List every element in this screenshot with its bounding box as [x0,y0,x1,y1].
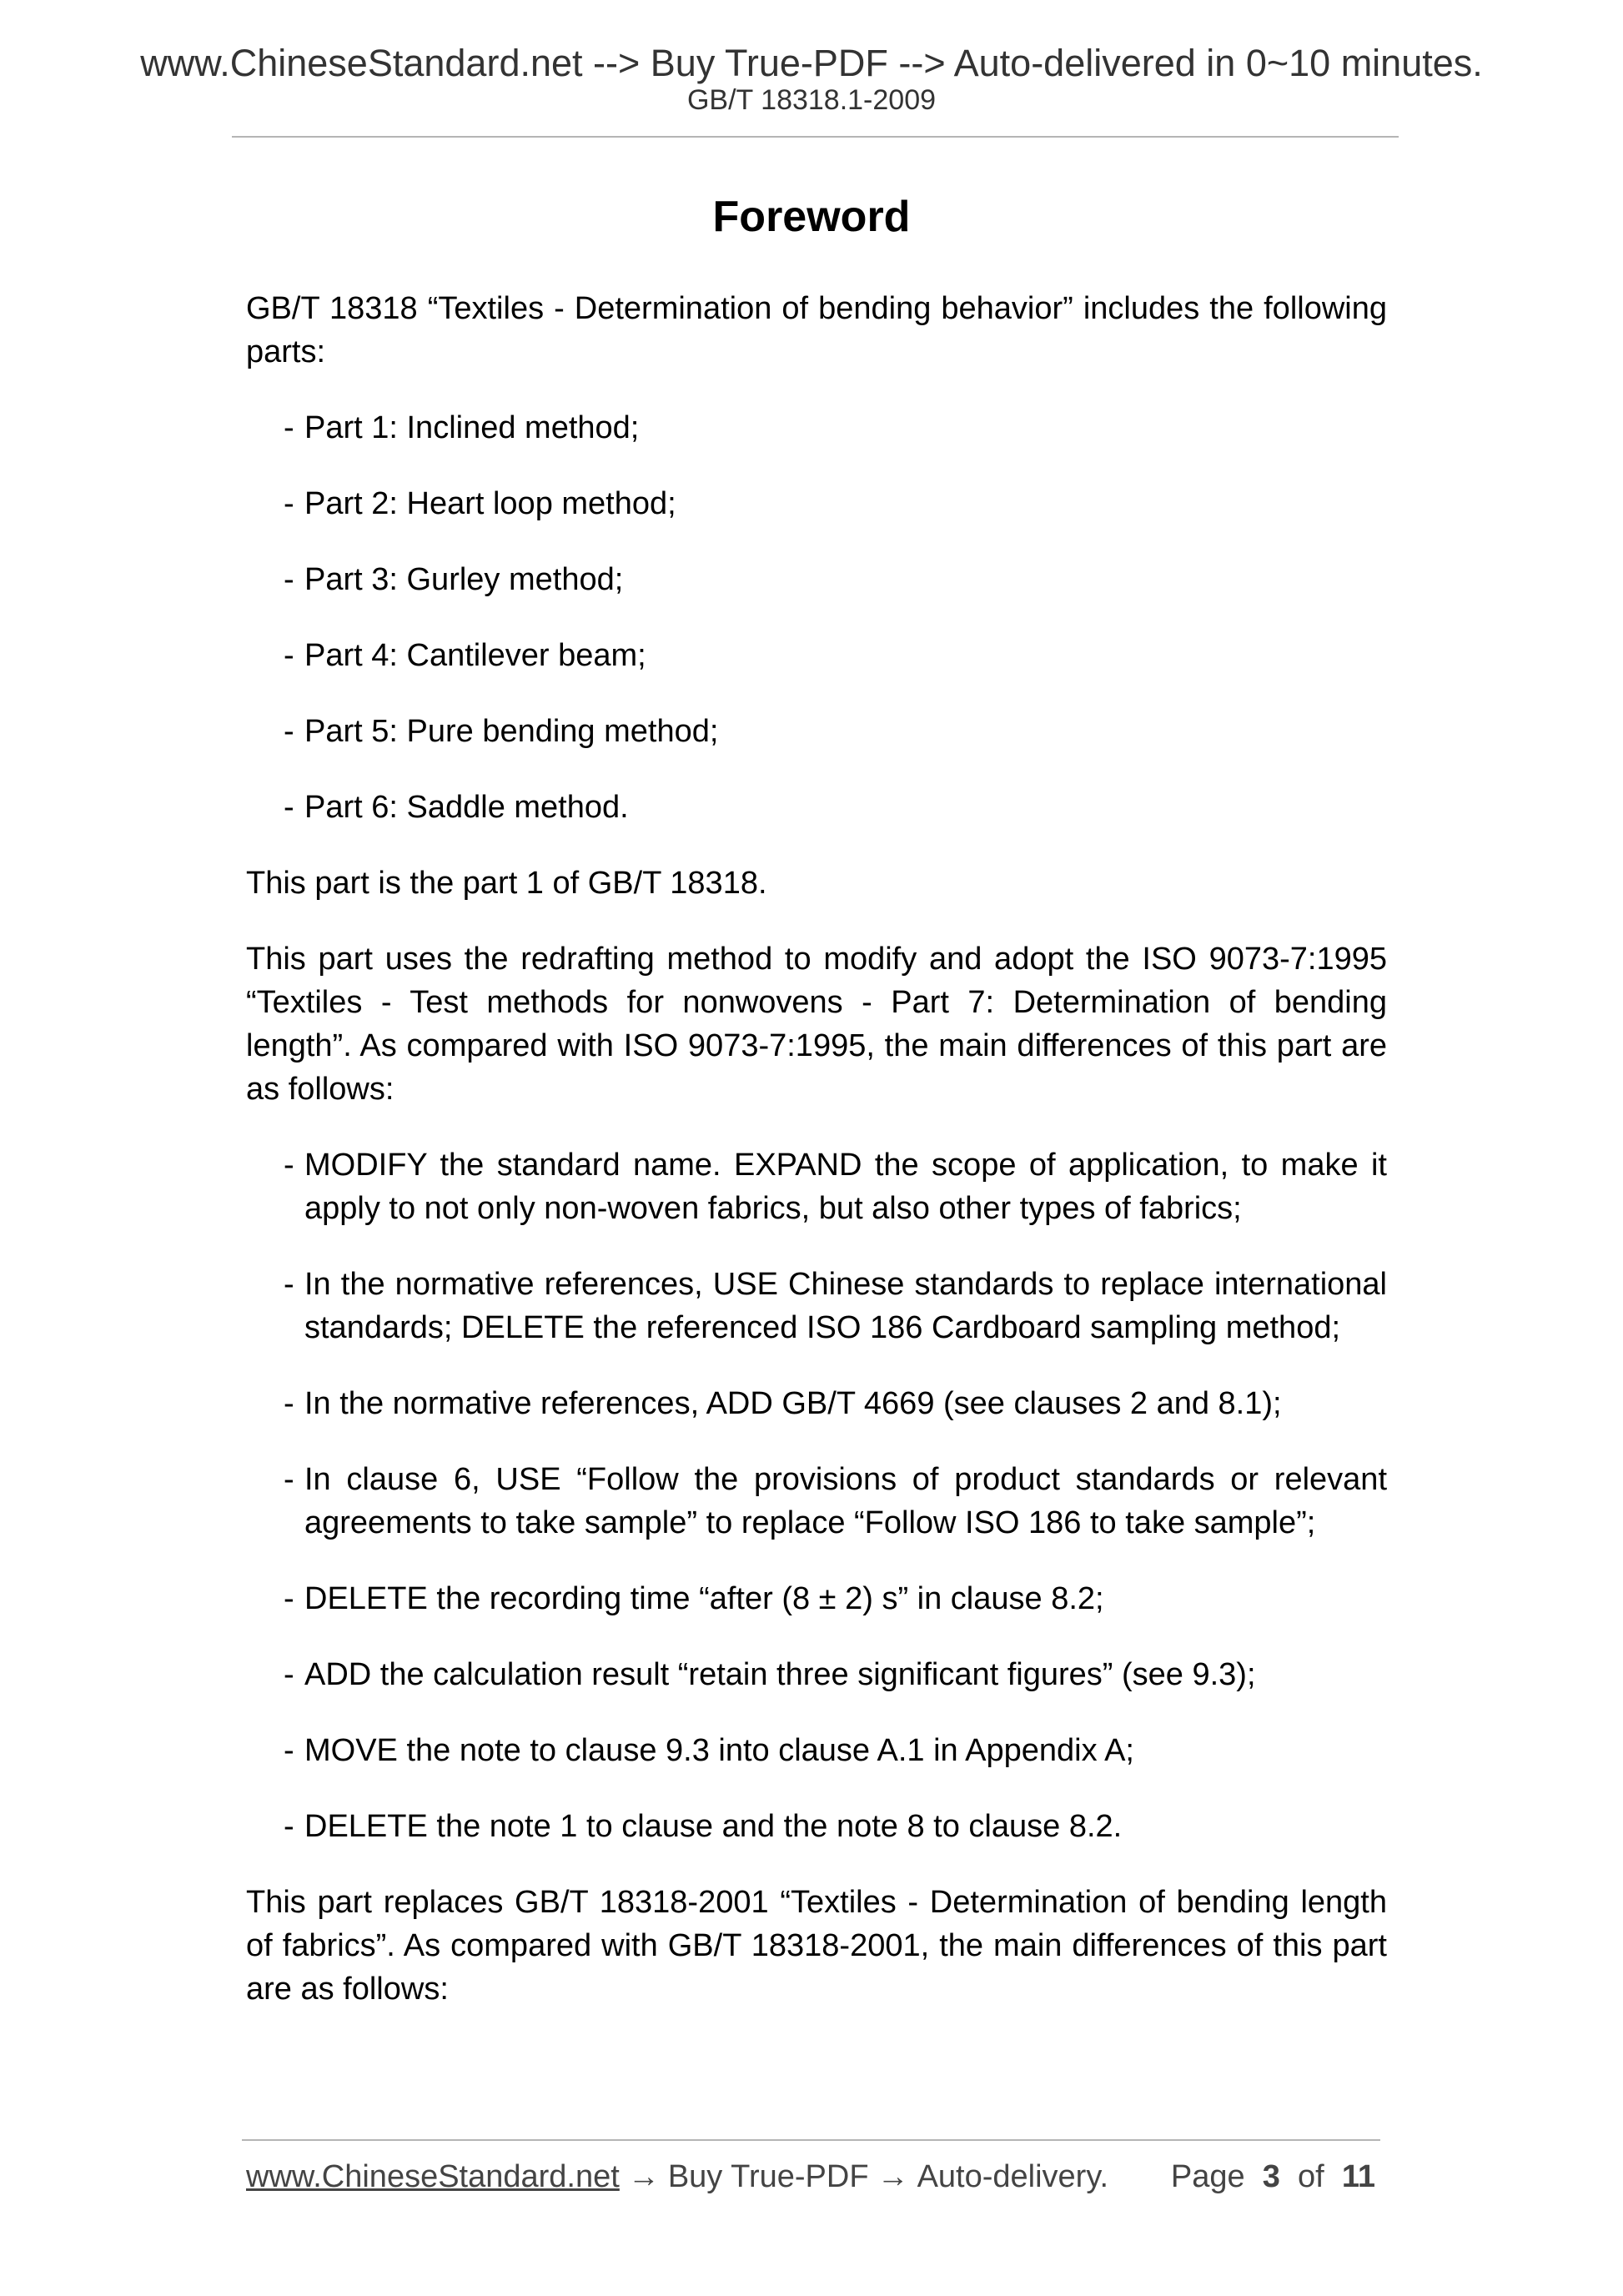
part-text: Part 1: Inclined method; [304,410,640,445]
website-link[interactable]: www.ChineseStandard.net [246,2159,620,2194]
right-arrow-icon: → [877,2159,909,2194]
dash-bullet: - [284,1657,294,1692]
dash-bullet: - [284,1581,294,1616]
difference-list-item [246,1143,1387,1230]
header-banner: www.ChineseStandard.net --> Buy True-PDF --> Auto-delivered in 0~10 minutes. [140,42,1483,84]
document-id: GB/T 18318.1-2009 [686,84,937,116]
page-counter [1171,2157,1375,2197]
part-list-item [246,406,1387,450]
part-text: Part 4: Cantilever beam; [304,638,646,673]
header-divider [232,136,1399,138]
dash-bullet: - [284,1267,294,1302]
buy-text: Buy True-PDF [667,2159,869,2194]
part-text: Part 5: Pure bending method; [304,714,719,749]
difference-text: ADD the calculation result “retain three significant figures” (see 9.3); [304,1657,1256,1692]
dash-bullet: - [284,1386,294,1421]
difference-list-item [246,1805,1387,1848]
dash-bullet: - [284,562,294,597]
page-label: Page [1170,2159,1245,2194]
part-statement-paragraph: This part is the part 1 of GB/T 18318. [246,866,767,901]
right-arrow-icon: → [627,2159,660,2194]
dash-bullet: - [284,1809,294,1844]
delivery-text: Auto-delivery. [917,2159,1109,2194]
difference-list-item [246,1653,1387,1696]
dash-bullet: - [284,486,294,521]
difference-text: MOVE the note to clause 9.3 into clause A.1 in Appendix A; [304,1733,1134,1768]
part-text: Part 3: Gurley method; [304,562,624,597]
difference-text: In clause 6, USE “Follow the provisions of product standards or relevant agreements to take sample” to replace “Follow ISO 186 to take sample”; [304,1462,1387,1540]
dash-bullet: - [284,410,294,445]
dash-bullet: - [284,1462,294,1497]
part-list-item [246,786,1387,829]
page-footer [246,2157,1380,2197]
part-text: Part 6: Saddle method. [304,790,629,825]
document-body [246,287,1387,2011]
intro-paragraph: GB/T 18318 “Textiles - Determination of bending behavior” includes the following parts: [246,291,1387,369]
dash-bullet: - [284,714,294,749]
dash-bullet: - [284,1148,294,1183]
page-title: Foreword [712,193,911,241]
footer-promo [246,2157,1108,2197]
difference-list-item [246,1263,1387,1349]
page-number: 3 [1262,2159,1280,2194]
difference-list-item [246,1382,1387,1425]
difference-text: DELETE the recording time “after (8 ± 2) s” in clause 8.2; [304,1581,1104,1616]
dash-bullet: - [284,1733,294,1768]
of-label: of [1298,2159,1324,2194]
part-text: Part 2: Heart loop method; [304,486,676,521]
part-list-item [246,482,1387,525]
part-list-item [246,558,1387,601]
difference-list-item [246,1458,1387,1545]
dash-bullet: - [284,638,294,673]
part-list-item [246,710,1387,753]
difference-text: MODIFY the standard name. EXPAND the scope of application, to make it apply to not only non-woven fabrics, but also other types of fabrics; [304,1148,1387,1226]
difference-list-item [246,1577,1387,1620]
page-total: 11 [1341,2159,1375,2194]
difference-list-item [246,1729,1387,1772]
replacement-paragraph: This part replaces GB/T 18318-2001 “Textiles - Determination of bending length of fabrics”. As compared with GB/T 18318-2001, the main differences of this part are as follows: [246,1885,1387,2007]
dash-bullet: - [284,790,294,825]
difference-text: In the normative references, ADD GB/T 4669 (see clauses 2 and 8.1); [304,1386,1282,1421]
adoption-paragraph: This part uses the redrafting method to modify and adopt the ISO 9073-7:1995 “Textiles - Test methods for nonwovens - Part 7: Determination of bending length”. As compared with ISO 9073-7:1995, the main differences of this part are as follows: [246,942,1387,1107]
difference-text: In the normative references, USE Chinese standards to replace international standards; DELETE the referenced ISO 186 Cardboard sampling method; [304,1267,1387,1345]
difference-text: DELETE the note 1 to clause and the note 8 to clause 8.2. [304,1809,1123,1844]
part-list-item [246,634,1387,677]
footer-divider [242,2139,1380,2141]
